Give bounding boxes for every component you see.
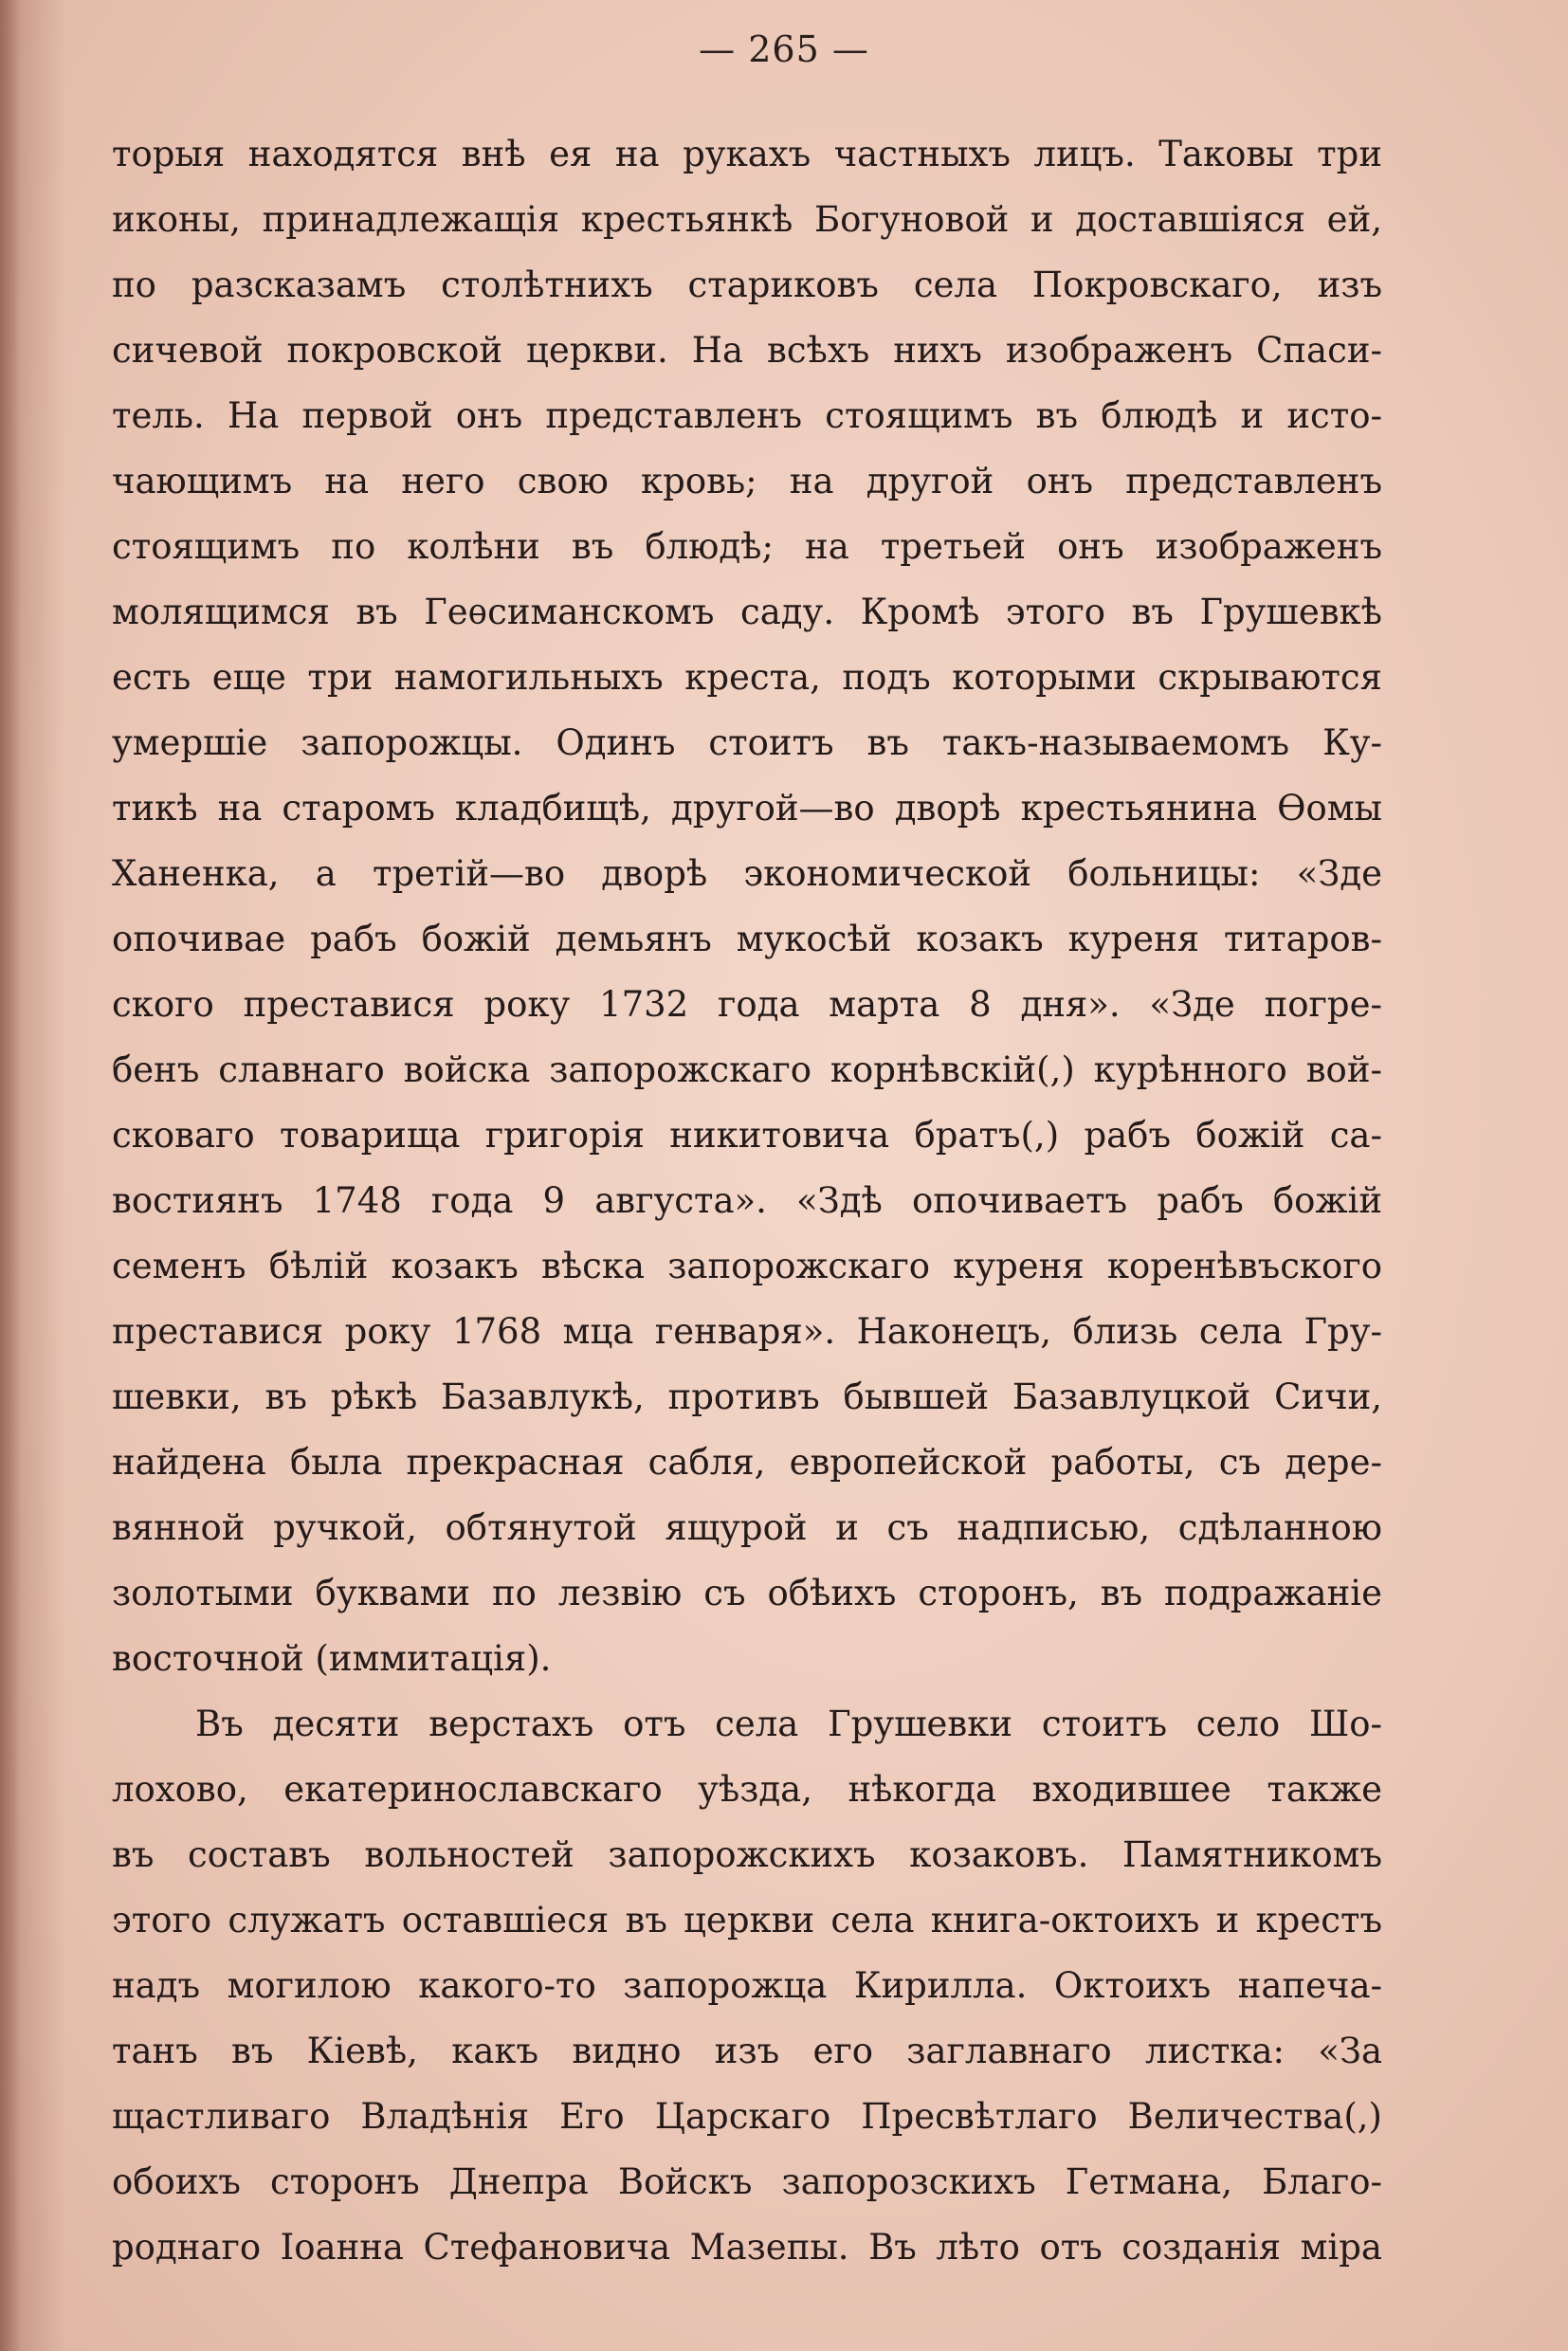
text-line: золотыми буквами по лезвію съ обѣихъ сторонъ, въ подражаніе — [112, 1573, 1382, 1613]
text-line: тель. На первой онъ представленъ стоящимъ въ блюдѣ и исто- — [112, 395, 1382, 436]
text-line: вянной ручкой, обтянутой ящурой и съ надписью, сдѣланною — [112, 1507, 1382, 1548]
text-line: иконы, принадлежащія крестьянкѣ Богуновой и доставшіяся ей, — [112, 199, 1382, 240]
text-line: молящимся въ Геѳсиманскомъ саду. Кромѣ этого въ Грушевкѣ — [112, 592, 1382, 632]
text-line: торыя находятся внѣ ея на рукахъ частныхъ лицъ. Таковы три — [112, 134, 1382, 174]
text-line: Въ десяти верстахъ отъ села Грушевки стоитъ село Шо- — [195, 1704, 1382, 1744]
text-line: надъ могилою какого-то запорожца Кирилла. Октоихъ напеча- — [112, 1965, 1382, 2006]
text-line: Ханенка, а третій—во дворѣ экономической больницы: «Зде — [112, 853, 1382, 894]
text-line: опочивае рабъ божій демьянъ мукосѣй козакъ куреня титаров- — [112, 919, 1382, 959]
text-line: танъ въ Кіевѣ, какъ видно изъ его заглавнаго листка: «За — [112, 2031, 1382, 2071]
body-text — [112, 121, 1382, 2280]
text-line: найдена была прекрасная сабля, европейской работы, съ дере- — [112, 1442, 1382, 1483]
text-line: восточной (иммитація). — [112, 1638, 552, 1679]
page-number: — 265 — — [699, 28, 869, 70]
text-line: тикѣ на старомъ кладбищѣ, другой—во дворѣ крестьянина Ѳомы — [112, 788, 1382, 829]
text-line: роднаго Іоанна Стефановича Мазепы. Въ лѣто отъ созданія міра — [112, 2227, 1382, 2268]
text-line: бенъ славнаго войска запорожскаго корнѣвскій(,) курѣнного вой- — [112, 1049, 1382, 1090]
text-line: лохово, екатеринославскаго уѣзда, нѣкогда входившее также — [112, 1769, 1382, 1810]
text-line: умершіе запорожцы. Одинъ стоитъ въ такъ-называемомъ Ку- — [112, 722, 1382, 763]
text-line: по разсказамъ столѣтнихъ стариковъ села Покровскаго, изъ — [112, 264, 1382, 305]
text-line: щастливаго Владѣнія Его Царскаго Пресвѣтлаго Величества(,) — [112, 2096, 1382, 2137]
text-line: стоящимъ по колѣни въ блюдѣ; на третьей онъ изображенъ — [112, 526, 1382, 567]
text-line: востиянъ 1748 года 9 августа». «Здѣ опочиваетъ рабъ божій — [112, 1180, 1382, 1221]
text-line: сковаго товарища григорія никитовича братъ(,) рабъ божій са- — [112, 1115, 1382, 1156]
text-line: есть еще три намогильныхъ креста, подъ которыми скрываются — [112, 657, 1382, 698]
text-line: ского преставися року 1732 года марта 8 дня». «Зде погре- — [112, 984, 1382, 1025]
text-line: сичевой покровской церкви. На всѣхъ нихъ изображенъ Спаси- — [112, 330, 1382, 371]
text-line: обоихъ сторонъ Днепра Войскъ запорозскихъ Гетмана, Благо- — [112, 2161, 1382, 2202]
text-line: этого служатъ оставшіеся въ церкви села книга-октоихъ и крестъ — [112, 1900, 1382, 1941]
text-line: семенъ бѣлій козакъ вѣска запорожскаго куреня коренѣвъского — [112, 1246, 1382, 1286]
text-line: чающимъ на него свою кровь; на другой онъ представленъ — [112, 461, 1382, 501]
text-line: шевки, въ рѣкѣ Базавлукѣ, противъ бывшей Базавлуцкой Сичи, — [112, 1376, 1382, 1417]
page-gutter-shadow — [0, 0, 21, 2351]
text-line: въ составъ вольностей запорожскихъ козаковъ. Памятникомъ — [112, 1834, 1382, 1875]
text-line: преставися року 1768 мца генваря». Наконецъ, близь села Гру- — [112, 1311, 1382, 1352]
